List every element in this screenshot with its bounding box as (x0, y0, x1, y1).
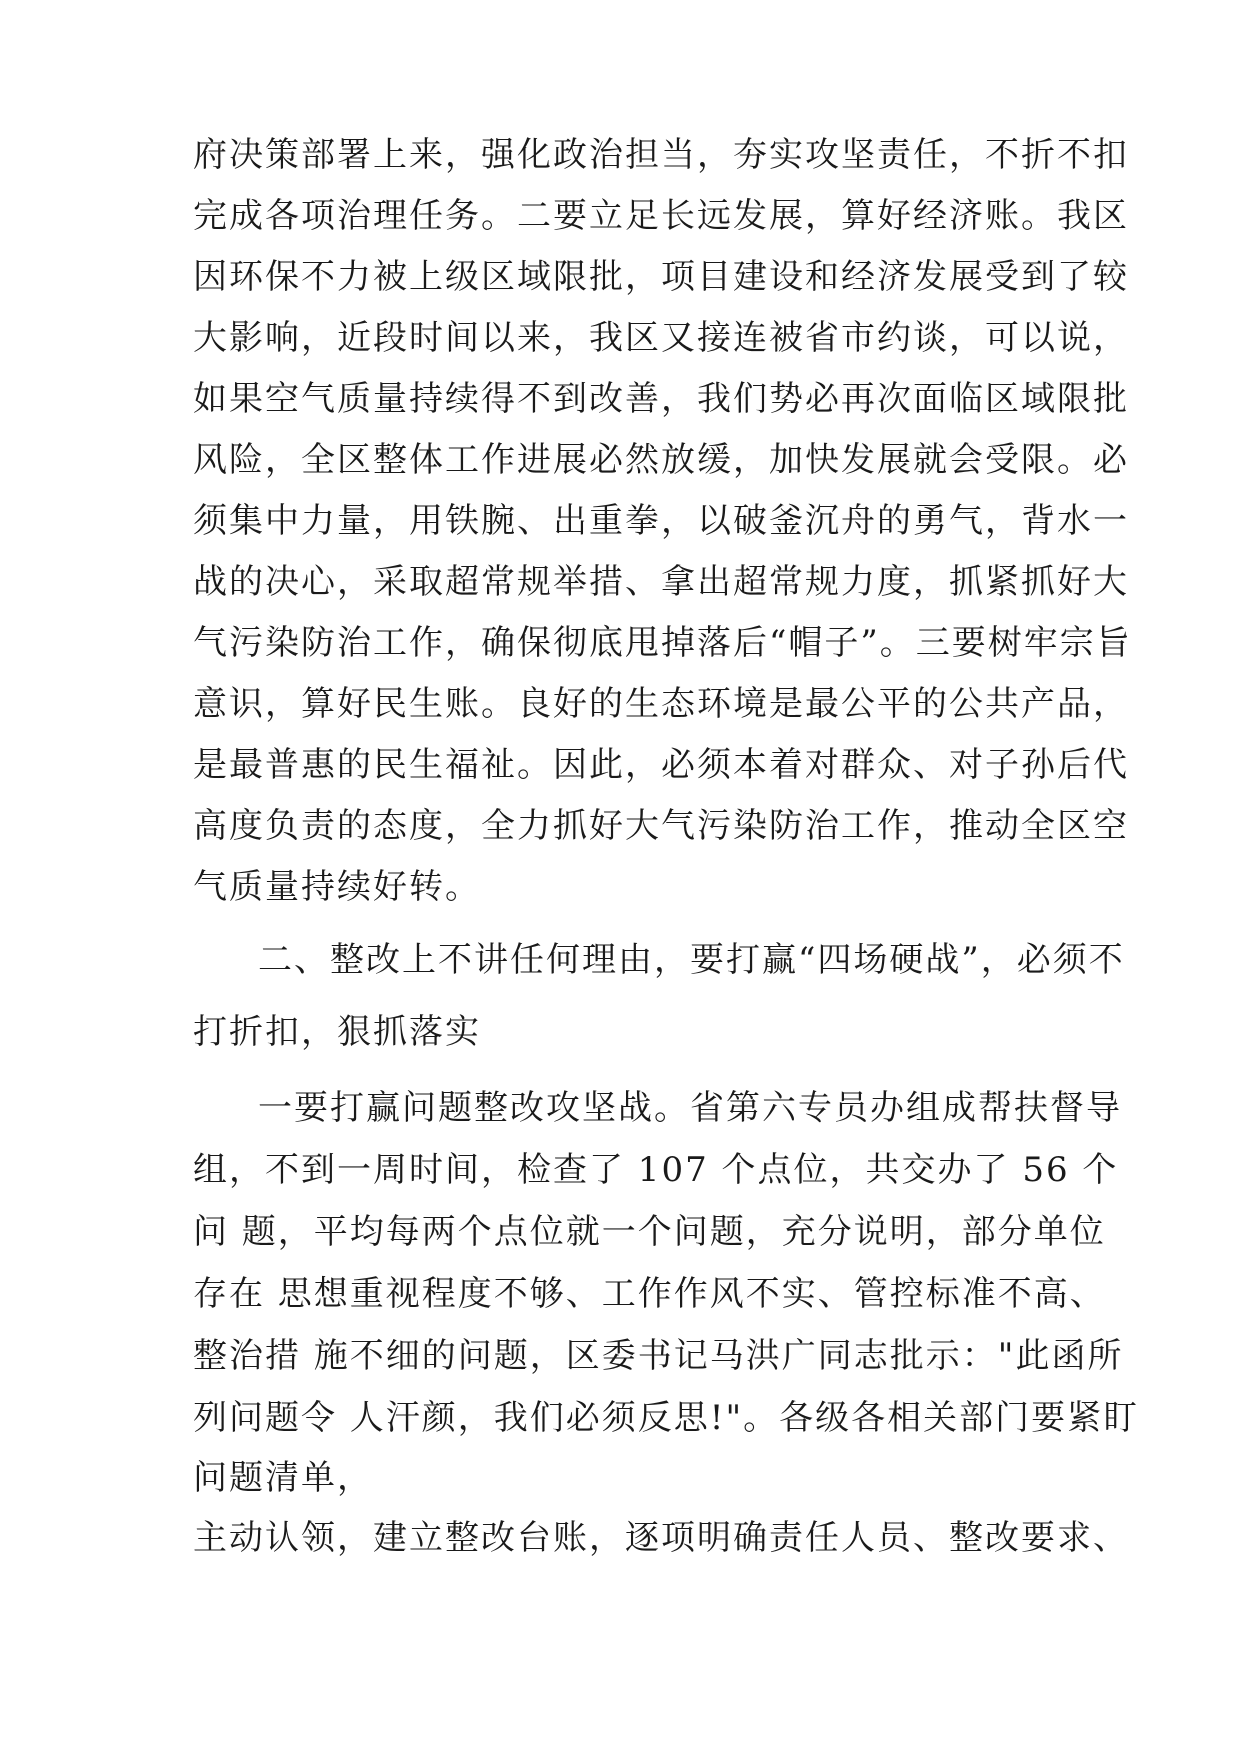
paragraph-first-line: 一要打赢问题整改攻坚战。省第六专员办组成帮扶督导 (258, 1088, 1122, 1128)
text-line: 组，不到一周时间，检查了 107 个点位，共交办了 56 个 (193, 1150, 1119, 1190)
text-line: 列问题令 人汗颜，我们必须反思!"。各级各相关部门要紧盯 (193, 1398, 1140, 1438)
text-line: 府决策部署上来，强化政治担当，夯实攻坚责任，不折不扣 (193, 135, 1129, 175)
text-line: 须集中力量，用铁腕、出重拳，以破釜沉舟的勇气，背水一 (193, 501, 1129, 541)
text-line: 高度负责的态度，全力抓好大气污染防治工作，推动全区空 (193, 806, 1129, 846)
text-line: 问 题，平均每两个点位就一个问题，充分说明，部分单位 (193, 1212, 1106, 1252)
text-line: 完成各项治理任务。二要立足长远发展，算好经济账。我区 (193, 196, 1129, 236)
text-line: 意识，算好民生账。良好的生态环境是最公平的公共产品， (193, 684, 1129, 724)
text-line: 问题清单， (193, 1458, 373, 1498)
text-line: 风险，全区整体工作进展必然放缓，加快发展就会受限。必 (193, 440, 1129, 480)
text-line: 气质量持续好转。 (193, 867, 481, 907)
text-line: 存在 思想重视程度不够、工作作风不实、管控标准不高、 (193, 1274, 1106, 1314)
text-line: 整治措 施不细的问题，区委书记马洪广同志批示："此函所 (193, 1336, 1124, 1376)
text-line: 主动认领，建立整改台账，逐项明确责任人员、整改要求、 (193, 1518, 1129, 1558)
text-line: 气污染防治工作，确保彻底甩掉落后“帽子”。三要树牢宗旨 (193, 623, 1132, 663)
text-line: 因环保不力被上级区域限批，项目建设和经济发展受到了较 (193, 257, 1129, 297)
text-line: 战的决心，采取超常规举措、拿出超常规力度，抓紧抓好大 (193, 562, 1129, 602)
text-line: 如果空气质量持续得不到改善，我们势必再次面临区域限批 (193, 379, 1129, 419)
text-line: 大影响，近段时间以来，我区又接连被省市约谈，可以说， (193, 318, 1129, 358)
text-line: 是最普惠的民生福祉。因此，必须本着对群众、对子孙后代 (193, 745, 1129, 785)
section-heading: 二、整改上不讲任何理由，要打赢“四场硬战”，必须不 (258, 940, 1125, 980)
section-heading-continued: 打折扣，狠抓落实 (193, 1012, 481, 1052)
